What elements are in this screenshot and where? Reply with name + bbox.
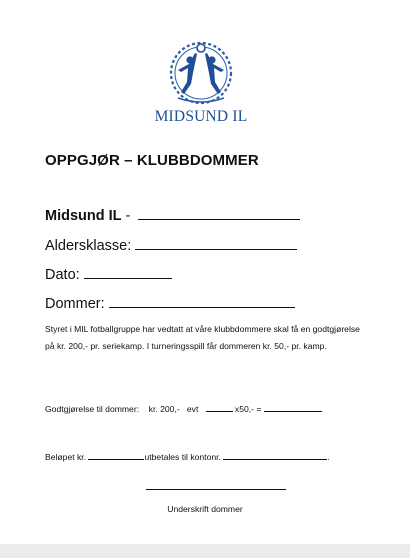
compensation-amount: kr. 200,- <box>148 404 180 414</box>
payment-prefix: Beløpet kr. <box>45 452 87 462</box>
signature-caption: Underskrift dommer <box>167 504 243 514</box>
payment-amount-blank-line[interactable] <box>88 451 144 460</box>
referee-field <box>45 295 295 312</box>
club-logo-text: MIDSUND IL <box>154 108 248 125</box>
compensation-total-blank-line[interactable] <box>264 403 322 412</box>
document-title: OPPGJØR – KLUBBDOMMER <box>45 152 259 169</box>
age-class-field <box>45 237 297 254</box>
club-field <box>45 207 300 224</box>
match-count-blank-line[interactable] <box>206 403 233 412</box>
signature-line[interactable] <box>146 489 286 490</box>
compensation-multiplier: x50,- = <box>234 404 262 414</box>
club-label: Midsund IL <box>45 208 122 224</box>
payment-suffix: . <box>327 452 330 462</box>
age-class-label: Aldersklasse: <box>45 238 132 254</box>
compensation-alt: evt <box>186 404 199 414</box>
date-blank-line[interactable] <box>84 266 172 279</box>
info-paragraph: Styret i MIL fotballgruppe har vedtatt at våre klubbdommere skal få en godtgjørelse på kr. 200,- pr. seriekamp. I turneringsspill får dommeren kr. 50,- pr. kamp. <box>45 324 360 351</box>
compensation-line <box>45 403 322 414</box>
referee-blank-line[interactable] <box>109 295 295 308</box>
payment-line <box>45 451 330 462</box>
account-number-blank-line[interactable] <box>223 451 330 462</box>
date-field <box>45 266 172 283</box>
club-label-suffix: - <box>121 208 135 224</box>
club-logo <box>148 40 254 130</box>
club-emblem-icon <box>148 40 254 110</box>
referee-label: Dommer: <box>45 296 105 312</box>
club-blank-line[interactable] <box>138 207 300 220</box>
date-label: Dato: <box>45 267 80 283</box>
age-class-blank-line[interactable] <box>135 237 297 250</box>
payment-middle: utbetales til kontonr. <box>144 452 221 462</box>
compensation-label: Godtgjørelse til dommer: <box>45 404 140 414</box>
